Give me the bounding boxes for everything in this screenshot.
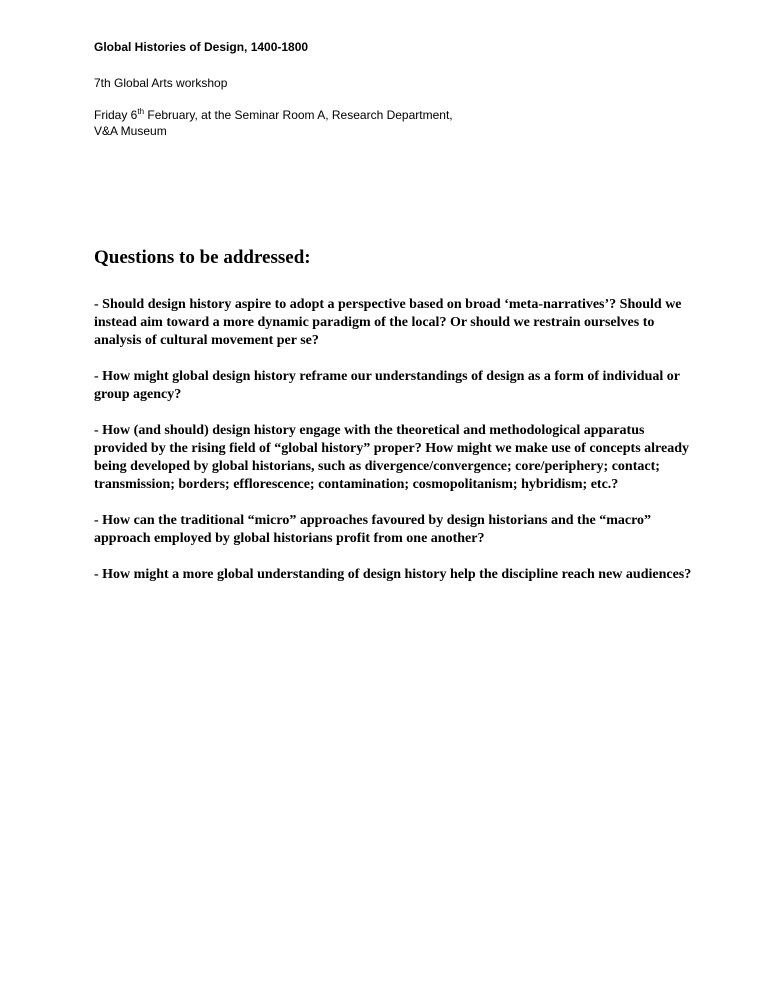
- date-prefix: Friday 6: [94, 108, 138, 122]
- questions-heading: Questions to be addressed:: [94, 247, 311, 268]
- questions-section: [94, 247, 694, 602]
- workshop-name: 7th Global Arts workshop: [94, 76, 228, 90]
- question-item: - Should design history aspire to adopt a perspective based on broad ‘meta-narratives’? Should we instead aim toward a more dynamic paradigm of the local? Or should we restrain ourselves to analysis of cultural movement per se?: [94, 297, 682, 348]
- question-item: - How can the traditional “micro” approaches favoured by design historians and the “macro” approach employed by global historians profit from one another?: [94, 513, 652, 546]
- event-venue: V&A Museum: [94, 124, 167, 138]
- event-date-location: [94, 108, 453, 123]
- question-item: - How might global design history reframe our understandings of design as a form of individual or group agency?: [94, 369, 680, 402]
- date-suffix: February, at the Seminar Room A, Research Department,: [144, 108, 453, 122]
- question-item: - How might a more global understanding of design history help the discipline reach new audiences?: [94, 567, 692, 582]
- question-list: [94, 296, 694, 584]
- document-title: Global Histories of Design, 1400-1800: [94, 40, 309, 54]
- question-item: - How (and should) design history engage with the theoretical and methodological apparatus provided by the rising field of “global history” proper? How might we make use of concepts already being developed by global historians, such as divergence/convergence; core/periphery; contact; transmission; borders; efflorescence; contamination; cosmopolitanism; hybridism; etc.?: [94, 423, 689, 492]
- document-header: [94, 40, 694, 138]
- date-ordinal: th: [137, 107, 145, 116]
